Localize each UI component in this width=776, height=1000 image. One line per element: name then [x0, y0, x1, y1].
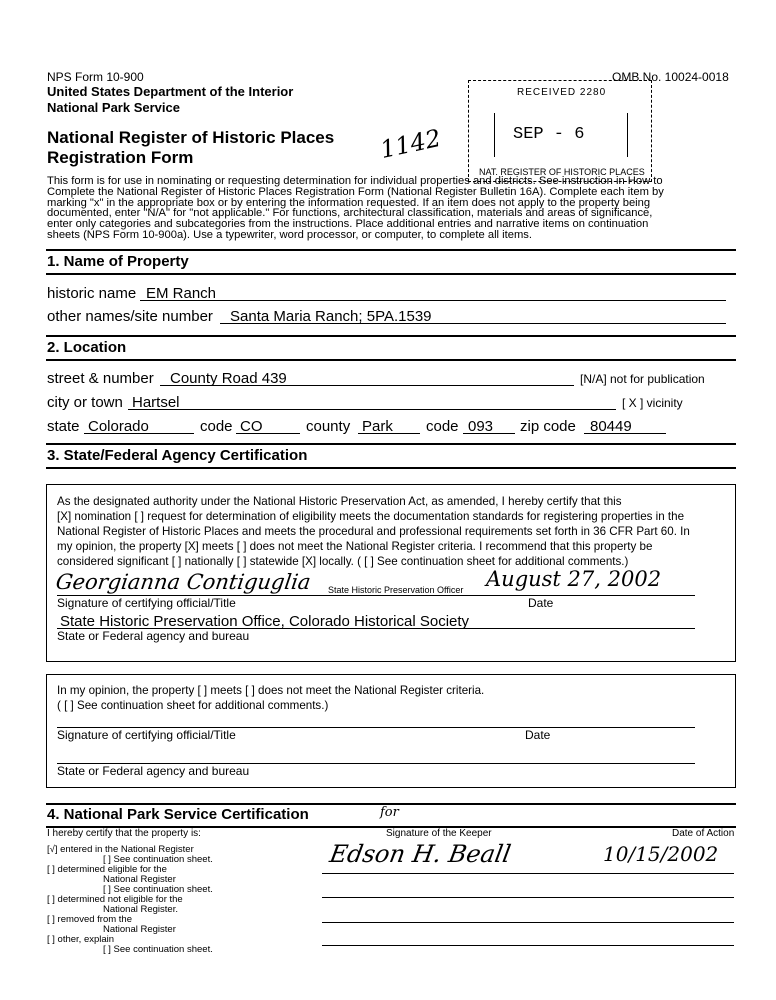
certification-line: my opinion, the property [X] meets [ ] does not meet the National Register criteria. I recommend that this property be	[57, 540, 653, 553]
instructions-line: sheets (NPS Form 10-900a). Use a typewriter, word processor, or computer, to complete all items.	[47, 228, 532, 241]
county-code-value: 093	[468, 418, 494, 435]
other-names-value: Santa Maria Ranch; 5PA.1539	[230, 308, 432, 325]
section-divider	[46, 443, 736, 445]
keeper-line	[322, 945, 734, 946]
state-label: state	[47, 418, 80, 435]
certification-date-handwritten: August 27, 2002	[486, 567, 662, 591]
received-stamp	[468, 80, 652, 182]
form-title-line2: Registration Form	[47, 148, 194, 167]
keeper-line	[322, 897, 734, 898]
city-label: city or town	[47, 394, 123, 411]
instructions-line: This form is for use in nominating or requesting determination for individual properties and districts. See instruction in How to	[47, 175, 663, 187]
zip-value: 80449	[590, 418, 632, 435]
nps-option[interactable]: [ ] removed from the	[47, 914, 133, 925]
form-title-line1: National Register of Historic Places	[47, 128, 335, 147]
signature-label: Signature of certifying official/Title	[57, 728, 236, 742]
nps-option[interactable]: [ ] determined not eligible for the	[47, 894, 183, 905]
signature-label: Signature of certifying official/Title	[57, 596, 236, 610]
county-label: county	[306, 418, 351, 435]
historic-name-value: EM Ranch	[146, 285, 217, 302]
nps-option[interactable]: [ ] determined eligible for the	[47, 864, 167, 875]
date-label: Date	[528, 596, 554, 610]
certification-line: considered significant [ ] nationally [ ] statewide [X] locally. ( [ ] See continuation sheet for additional comments.)	[57, 555, 629, 568]
nps-option[interactable]: [ ] See continuation sheet.	[103, 884, 213, 895]
nps-option[interactable]: [ ] See continuation sheet.	[103, 944, 213, 955]
instructions-line: documented, enter "N/A" for "not applicable." For functions, architectural classification, materials and areas of significance,	[47, 207, 653, 220]
instructions-paragraph	[47, 176, 737, 241]
county-code-label: code	[426, 418, 459, 435]
for-note-handwritten: for	[380, 805, 399, 820]
certifying-official-signature: Georgianna Contiguglia	[54, 570, 313, 594]
agency-label: State or Federal agency and bureau	[57, 629, 250, 643]
opinion-line-2: ( [ ] See continuation sheet for additional comments.)	[57, 699, 329, 712]
certify-statement: I hereby certify that the property is:	[47, 828, 201, 839]
certification-line: National Register of Historic Places and meets the procedural and professional requirements set forth in 36 CFR Part 60. In	[57, 525, 690, 538]
certification-line: [X] nomination [ ] request for determination of eligibility meets the documentation standards for registering properties in the	[57, 510, 685, 523]
stamp-date: SEP - 6	[513, 125, 585, 144]
vicinity-checkbox[interactable]: [ X ] vicinity	[622, 396, 683, 410]
zip-label: zip code	[520, 418, 576, 435]
not-for-publication-checkbox[interactable]: [N/A] not for publication	[580, 372, 705, 386]
keeper-signature: Edson H. Beall	[327, 840, 513, 868]
agency-value: State Historic Preservation Office, Colorado Historical Society	[60, 613, 470, 630]
keeper-signature-label: Signature of the Keeper	[386, 828, 492, 839]
certification-text	[57, 494, 729, 569]
keeper-line	[322, 873, 734, 874]
section-1-title: 1. Name of Property	[47, 253, 189, 270]
stamp-footer: NAT. REGISTER OF HISTORIC PLACES	[479, 167, 645, 177]
historic-name-label: historic name	[47, 285, 137, 302]
signer-title: State Historic Preservation Officer	[328, 585, 464, 595]
street-value: County Road 439	[170, 370, 287, 387]
state-value: Colorado	[88, 418, 149, 435]
date-of-action-label: Date of Action	[672, 828, 735, 839]
nps-option-label: National Register	[103, 924, 176, 935]
street-label: street & number	[47, 370, 154, 387]
service-name: National Park Service	[47, 100, 180, 115]
section-divider	[46, 467, 736, 469]
county-value: Park	[362, 418, 393, 435]
section-divider	[46, 273, 736, 275]
form-number: NPS Form 10-900	[47, 70, 144, 84]
keeper-line	[322, 922, 734, 923]
certification-line: As the designated authority under the National Historic Preservation Act, as amended, I hereby certify that this	[57, 495, 622, 508]
section-2-title: 2. Location	[47, 339, 127, 356]
omb-number: OMB No. 10024-0018	[612, 70, 729, 84]
section-4-title: 4. National Park Service Certification	[47, 806, 309, 823]
agency-label: State or Federal agency and bureau	[57, 764, 250, 778]
other-names-label: other names/site number	[47, 308, 213, 325]
city-value: Hartsel	[132, 394, 180, 411]
nps-option[interactable]: [√] entered in the National Register	[47, 844, 194, 855]
nps-option[interactable]: [ ] other, explain	[47, 934, 115, 945]
instructions-line: enter only categories and subcategories from the instructions. Place additional entries and narrative items on continuation	[47, 218, 649, 231]
section-3-title: 3. State/Federal Agency Certification	[47, 447, 308, 464]
date-label: Date	[525, 728, 551, 742]
instructions-line: Complete the National Register of Historic Places Registration Form (National Register Bulletin 16A). Complete each item by	[47, 185, 664, 198]
date-of-action-handwritten: 10/15/2002	[603, 842, 719, 866]
stamp-received-text: RECEIVED 2280	[517, 87, 607, 98]
state-code-value: CO	[240, 418, 263, 435]
nps-option[interactable]: [ ] See continuation sheet.	[103, 854, 213, 865]
nps-option-label: National Register.	[103, 904, 178, 915]
historic-name-field[interactable]	[140, 300, 726, 301]
nps-option-label: National Register	[103, 874, 176, 885]
handwritten-reference-number: 1142	[377, 123, 444, 165]
opinion-line-1: In my opinion, the property [ ] meets [ ] does not meet the National Register criteria.	[57, 684, 485, 697]
section-divider	[46, 249, 736, 251]
department-name: United States Department of the Interior	[47, 84, 294, 99]
section-divider	[46, 335, 736, 337]
instructions-line: marking "x" in the appropriate box or by entering the information requested. If an item does not apply to the property being	[47, 196, 651, 209]
city-field[interactable]	[128, 409, 616, 410]
state-code-label: code	[200, 418, 233, 435]
section-divider	[46, 359, 736, 361]
